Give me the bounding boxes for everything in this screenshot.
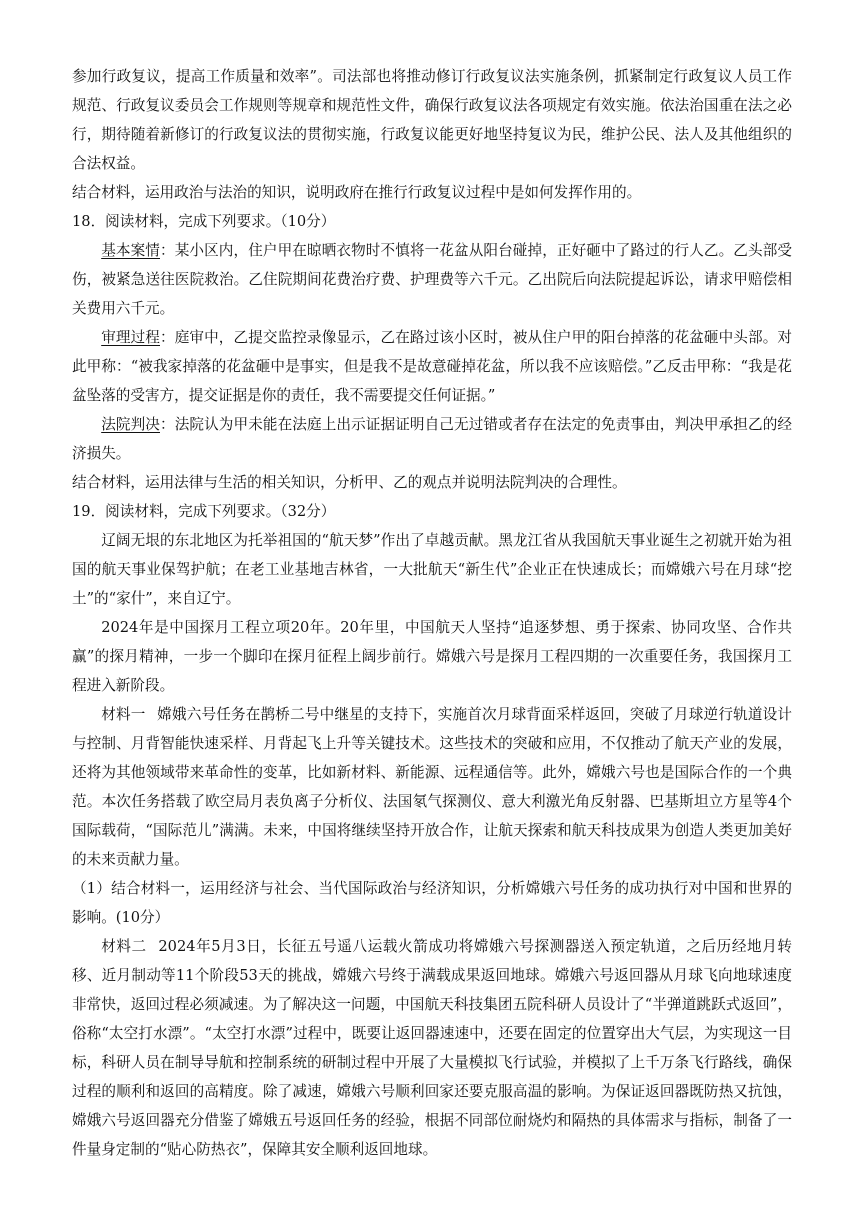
- q19-subquestion-1: （1）结合材料一，运用经济与社会、当代国际政治与经济知识，分析嫦娥六号任务的成功执行对中国和世界的影响。(10分）: [72, 880, 792, 926]
- q17-material-tail: 参加行政复议，提高工作质量和效率”。司法部也将推动修订行政复议法实施条例，抓紧制定行政复议人员工作规范、行政复议委员会工作规则等规章和规范性文件，确保行政复议法各项规定有效实施。依法治国重在法之必行，期待随着新修订的行政复议法的贯彻实施，行政复议能更好地坚持复议为民，维护公民、法人及其他组织的合法权益。: [72, 68, 792, 172]
- exam-page: [72, 62, 792, 1164]
- q18-case: [72, 236, 792, 323]
- material-1: [72, 700, 792, 874]
- q18-trial-text: ：庭审中，乙提交监控录像显示，乙在路过该小区时，被从住户甲的阳台掉落的花盆砸中头部。对此甲称：“被我家掉落的花盆砸中是事实，但是我不是故意碰掉花盆，所以我不应该赔偿。”乙反击甲称：“我是花盆坠落的受害方，提交证据是你的责任，我不需要提交任何证据。”: [72, 329, 792, 404]
- q18-verdict-text: ：法院认为甲未能在法庭上出示证据证明自己无过错或者存在法定的免责事由，判决甲承担乙的经济损失。: [72, 416, 792, 462]
- material-1-label: 材料一: [101, 706, 146, 723]
- material-2-text: 2024年5月3日，长征五号遥八运载火箭成功将嫦娥六号探测器送入预定轨道，之后历经地月转移、近月制动等11个阶段53天的挑战，嫦娥六号终于满载成果返回地球。嫦娥六号返回器从月球飞向地球速度非常快，返回过程必须减速。为了解决这一问题，中国航天科技集团五院科研人员设计了“半弹道跳跃式返回”，俗称“太空打水漂”。“太空打水漂”过程中，既要让返回器速速中，还要在固定的位置穿出大气层，为实现这一目标，科研人员在制导导航和控制系统的研制过程中开展了大量模拟飞行试验，并模拟了上千万条飞行路线，确保过程的顺利和返回的高精度。除了减速，嫦娥六号顺利回家还要克服高温的影响。为保证返回器既防热又抗蚀，嫦娥六号返回器充分借鉴了嫦娥五号返回任务的经验，根据不同部位耐烧灼和隔热的具体需求与指标，制备了一件量身定制的“贴心防热衣”，保障其安全顺利返回地球。: [72, 938, 792, 1158]
- q18-task: 结合材料，运用法律与生活的相关知识，分析甲、乙的观点并说明法院判决的合理性。: [72, 474, 627, 491]
- q18-case-label: 基本案情: [101, 242, 160, 259]
- q19-paragraph-2: 2024年是中国探月工程立项20年。20年里，中国航天人坚持“追逐梦想、勇于探索、协同攻坚、合作共赢”的探月精神，一步一个脚印在探月征程上阔步前行。嫦娥六号是探月工程四期的一次重要任务，我国探月工程进入新阶段。: [72, 619, 792, 694]
- material-2-label: 材料二: [101, 938, 147, 955]
- q18-verdict-label: 法院判决: [101, 416, 160, 433]
- q18-case-text: ：某小区内，住户甲在晾晒衣物时不慎将一花盆从阳台碰掉，正好砸中了路过的行人乙。乙头部受伤，被紧急送往医院救治。乙住院期间花费治疗费、护理费等六千元。乙出院后向法院提起诉讼，请求甲赔偿相关费用六千元。: [72, 242, 792, 317]
- q18-trial-label: 审理过程: [101, 329, 160, 346]
- q19-title: 19．阅读材料，完成下列要求。（32分）: [72, 503, 336, 520]
- material-1-text: 嫦娥六号任务在鹊桥二号中继星的支持下，实施首次月球背面采样返回，突破了月球逆行轨道设计与控制、月背智能快速采样、月背起飞上升等关键技术。这些技术的突破和应用，不仅推动了航天产业的发展，还将为其他领域带来革命性的变革，比如新材料、新能源、远程通信等。此外，嫦娥六号也是国际合作的一个典范。本次任务搭载了欧空局月表负离子分析仪、法国氡气探测仪、意大利激光角反射器、巴基斯坦立方星等4个国际载荷，“国际范儿”满满。未来，中国将继续坚持开放合作，让航天探索和航天科技成果为创造人类更加美好的未来贡献力量。: [72, 706, 792, 868]
- q17-task: 结合材料，运用政治与法治的知识，说明政府在推行行政复议过程中是如何发挥作用的。: [72, 184, 642, 201]
- q18-title: 18．阅读材料，完成下列要求。（10分）: [72, 213, 336, 230]
- q19-paragraph-1: 辽阔无垠的东北地区为托举祖国的“航天梦”作出了卓越贡献。黑龙江省从我国航天事业诞生之初就开始为祖国的航天事业保驾护航；在老工业基地吉林省，一大批航天“新生代”企业正在快速成长；而嫦娥六号在月球“挖土”的“家什”，来自辽宁。: [72, 532, 792, 607]
- q18-trial: [72, 323, 792, 410]
- q18-verdict: [72, 410, 792, 468]
- material-2: [72, 932, 792, 1164]
